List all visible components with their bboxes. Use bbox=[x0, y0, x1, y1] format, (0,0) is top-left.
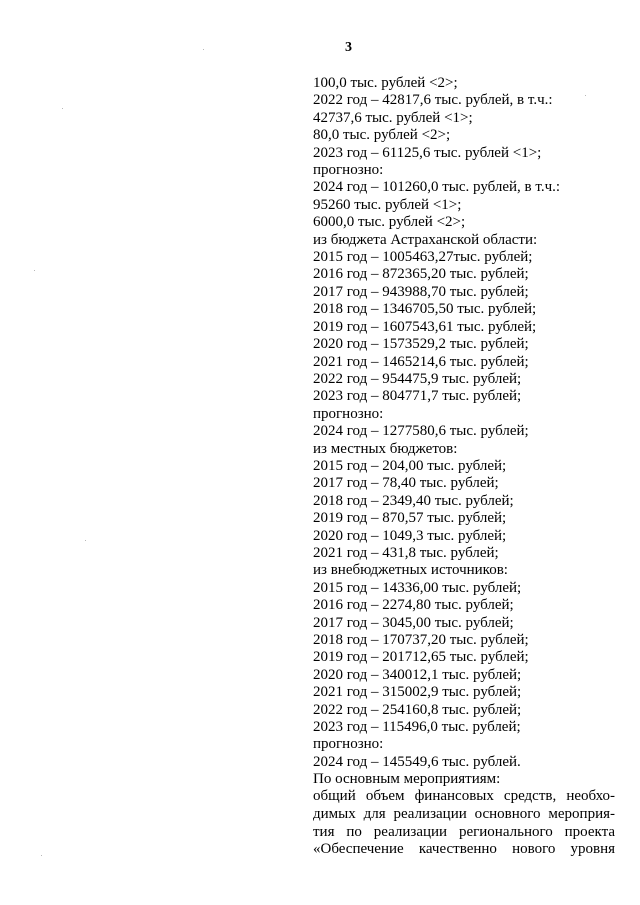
text-line: 42737,6 тыс. рублей <1>; bbox=[313, 109, 473, 126]
section-heading: из внебюджетных источников: bbox=[313, 562, 508, 579]
text-line: 2020 год – 1049,3 тыс. рублей; bbox=[313, 527, 507, 544]
body-paragraph bbox=[313, 788, 615, 859]
section-heading: из местных бюджетов: bbox=[313, 440, 458, 457]
scan-speck bbox=[203, 49, 204, 50]
text-line: 2015 год – 204,00 тыс. рублей; bbox=[313, 457, 507, 474]
scan-speck bbox=[41, 855, 42, 856]
text-line: 2016 год – 872365,20 тыс. рублей; bbox=[313, 266, 529, 283]
text-line: 2020 год – 340012,1 тыс. рублей; bbox=[313, 666, 522, 683]
text-line: 2023 год – 115496,0 тыс. рублей; bbox=[313, 719, 521, 736]
text-line: 95260 тыс. рублей <1>; bbox=[313, 196, 462, 213]
text-line: 6000,0 тыс. рублей <2>; bbox=[313, 214, 466, 231]
text-line: 2019 год – 870,57 тыс. рублей; bbox=[313, 510, 507, 527]
text-line: 2018 год – 170737,20 тыс. рублей; bbox=[313, 632, 529, 648]
scan-speck bbox=[62, 108, 63, 109]
text-line: 2023 год – 804771,7 тыс. рублей; bbox=[313, 388, 522, 405]
text-line: 2024 год – 1277580,6 тыс. рублей; bbox=[313, 423, 529, 440]
text-line: 2017 год – 78,40 тыс. рублей; bbox=[313, 475, 499, 492]
text-line: 2021 год – 431,8 тыс. рублей; bbox=[313, 544, 499, 561]
text-line: 80,0 тыс. рублей <2>; bbox=[313, 127, 451, 144]
paragraph-line: тия по реализации регионального проекта bbox=[313, 823, 615, 840]
paragraph-line: димых для реализации основного мероприя- bbox=[313, 805, 615, 822]
section-heading: из бюджета Астраханской области: bbox=[313, 231, 538, 248]
page-number: 3 bbox=[345, 40, 352, 55]
text-line: 2024 год – 145549,6 тыс. рублей. bbox=[313, 753, 521, 770]
text-line: прогнозно: bbox=[313, 405, 384, 422]
text-line: 2022 год – 954475,9 тыс. рублей; bbox=[313, 370, 522, 387]
text-line: 2021 год – 1465214,6 тыс. рублей; bbox=[313, 353, 529, 370]
text-line: 2019 год – 1607543,61 тыс. рублей; bbox=[313, 318, 537, 335]
text-line: 2016 год – 2274,80 тыс. рублей; bbox=[313, 597, 514, 614]
text-line: 2015 год – 14336,00 тыс. рублей; bbox=[313, 579, 522, 596]
text-line: 2018 год – 1346705,50 тыс. рублей; bbox=[313, 301, 537, 318]
scan-speck bbox=[34, 270, 35, 271]
text-line: 2024 год – 101260,0 тыс. рублей, в т.ч.: bbox=[313, 179, 561, 196]
text-line: 100,0 тыс. рублей <2>; bbox=[313, 75, 458, 91]
funding-list bbox=[313, 75, 613, 789]
paragraph-line: общий объем финансовых средств, необхо- bbox=[313, 788, 615, 804]
text-line: 2023 год – 61125,6 тыс. рублей <1>; bbox=[313, 144, 542, 161]
text-line: 2017 год – 943988,70 тыс. рублей; bbox=[313, 283, 529, 300]
text-line: 2017 год – 3045,00 тыс. рублей; bbox=[313, 614, 514, 631]
text-line: 2015 год – 1005463,27тыс. рублей; bbox=[313, 249, 533, 266]
text-line: 2021 год – 315002,9 тыс. рублей; bbox=[313, 684, 522, 701]
text-line: 2019 год – 201712,65 тыс. рублей; bbox=[313, 649, 529, 666]
scan-speck bbox=[585, 95, 586, 96]
text-line: прогнозно: bbox=[313, 162, 384, 179]
text-line: прогнозно: bbox=[313, 736, 384, 753]
scan-speck bbox=[85, 540, 86, 541]
text-line: 2022 год – 42817,6 тыс. рублей, в т.ч.: bbox=[313, 92, 553, 109]
section-heading: По основным мероприятиям: bbox=[313, 771, 501, 788]
text-line: 2020 год – 1573529,2 тыс. рублей; bbox=[313, 336, 529, 353]
text-line: 2018 год – 2349,40 тыс. рублей; bbox=[313, 492, 514, 509]
text-line: 2022 год – 254160,8 тыс. рублей; bbox=[313, 701, 522, 718]
paragraph-line: «Обеспечение качественно нового уровня bbox=[313, 841, 615, 858]
